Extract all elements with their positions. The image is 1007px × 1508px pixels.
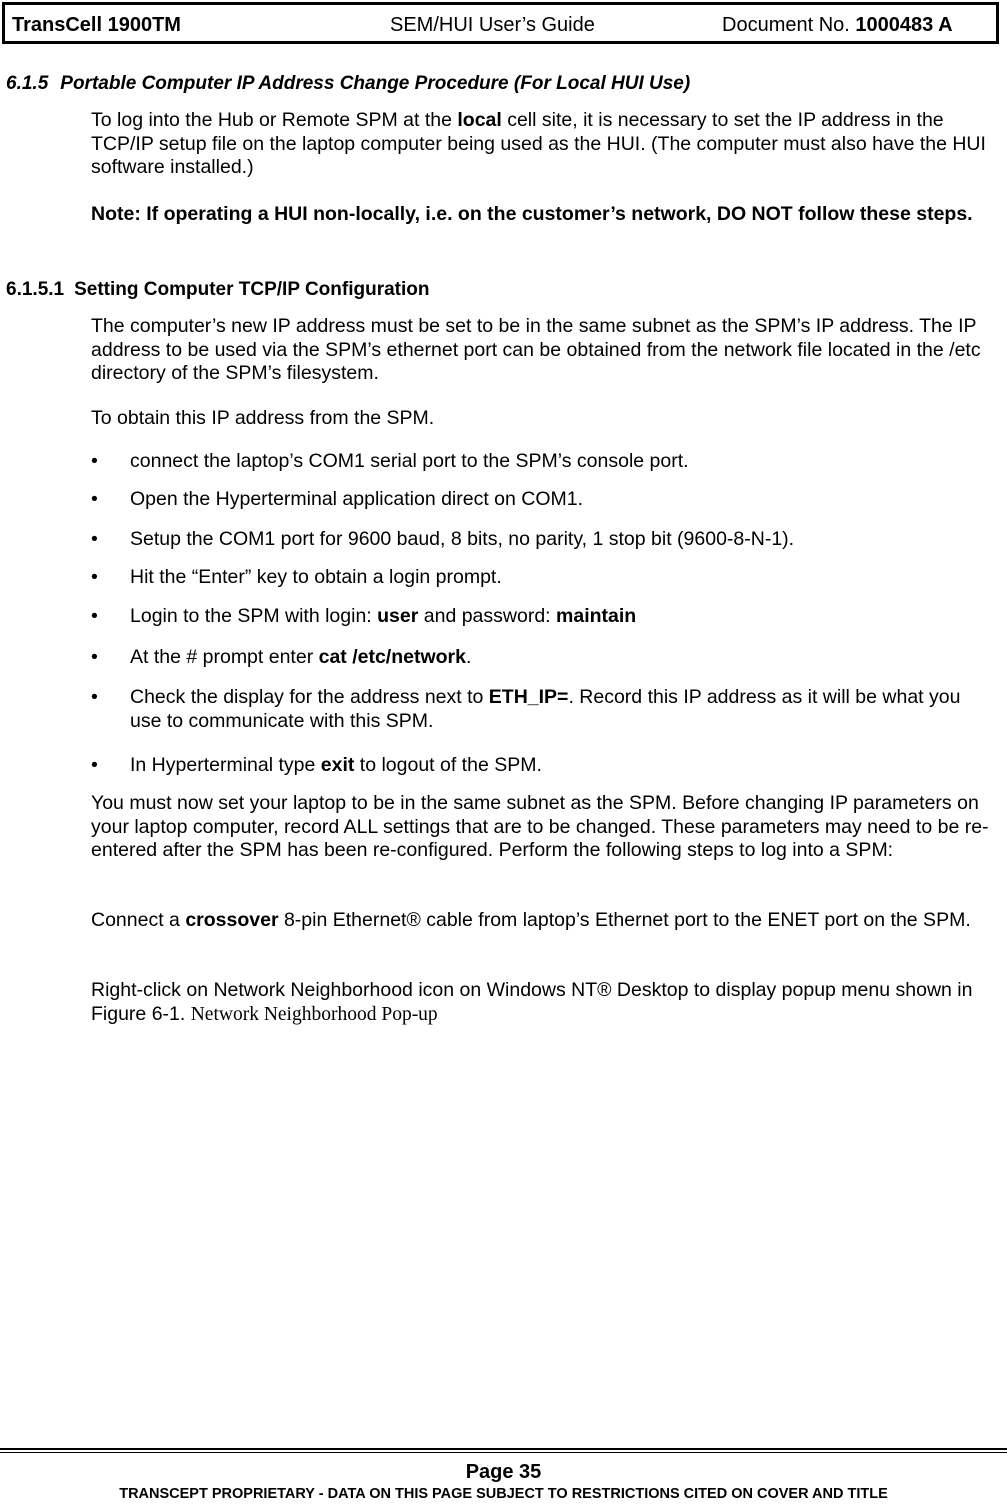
proprietary-notice: TRANSCEPT PROPRIETARY - DATA ON THIS PAGE SUBJECT TO RESTRICTIONS CITED ON COVER AND TITLE bbox=[119, 1486, 888, 1502]
figure-reference: Network Neighborhood Pop-up bbox=[190, 1003, 438, 1025]
section-title: Portable Computer IP Address Change Procedure (For Local HUI Use) bbox=[60, 73, 691, 94]
subnet-paragraph: The computer’s new IP address must be set to be in the same subnet as the SPM’s IP address. The IP address to be used via the SPM’s ethernet port can be obtained from the network file located in the /etc directory of the SPM’s filesystem. bbox=[91, 315, 981, 384]
note-paragraph: Note: If operating a HUI non-locally, i.e. on the customer’s network, DO NOT follow these steps. bbox=[91, 203, 973, 225]
section-heading bbox=[6, 73, 690, 95]
network-neighborhood-paragraph: Right-click on Network Neighborhood icon on Windows NT® Desktop to display popup menu shown in Figure 6-1. Network Neighborhood Pop-up bbox=[91, 979, 973, 1025]
subsection-title: Setting Computer TCP/IP Configuration bbox=[74, 279, 430, 300]
header-document-number: Document No. 1000483 A bbox=[722, 14, 953, 36]
page-number: Page 35 bbox=[465, 1461, 542, 1483]
subsection-number: 6.1.5.1 bbox=[6, 279, 65, 300]
subsection-heading bbox=[6, 279, 429, 301]
header-product: TransCell 1900TM bbox=[12, 14, 181, 36]
crossover-cable-paragraph: Connect a crossover 8-pin Ethernet® cable from laptop’s Ethernet port to the ENET port on the SPM. bbox=[91, 909, 971, 931]
footer-divider-thin bbox=[0, 1452, 1007, 1453]
obtain-ip-paragraph: To obtain this IP address from the SPM. bbox=[91, 407, 435, 429]
intro-paragraph: To log into the Hub or Remote SPM at the local cell site, it is necessary to set the IP address in the TCP/IP setup file on the laptop computer being used as the HUI. (The computer must also have the HUI software installed.) bbox=[91, 109, 986, 178]
footer-divider bbox=[0, 1448, 1007, 1450]
subnet-instructions-paragraph: You must now set your laptop to be in the same subnet as the SPM. Before changing IP parameters on your laptop computer, record ALL settings that are to be changed. These parameters may need to be re-entered after the SPM has been re-configured. Perform the following steps to log into a SPM: bbox=[91, 792, 989, 861]
section-number: 6.1.5 bbox=[6, 73, 49, 94]
header-guide-title: SEM/HUI User’s Guide bbox=[390, 14, 595, 36]
page-header bbox=[2, 2, 999, 44]
